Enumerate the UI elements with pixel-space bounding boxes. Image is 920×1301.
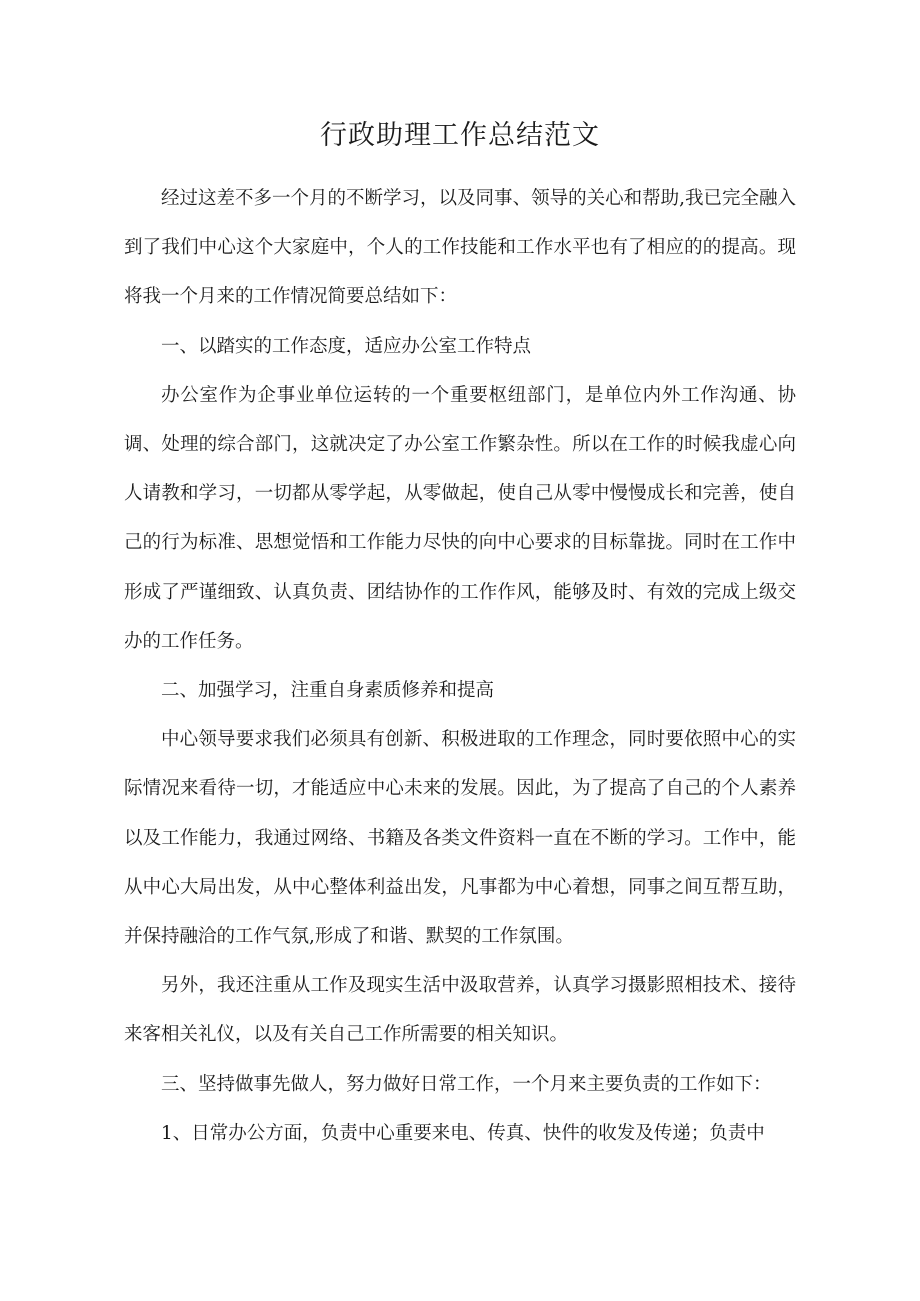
paragraph-section-1: 办公室作为企事业单位运转的一个重要枢纽部门，是单位内外工作沟通、协调、处理的综合部门，这就决定了办公室工作繁杂性。所以在工作的时候我虚心向人请教和学习，一切都从零学起，从零做起，使自己从零中慢慢成长和完善，使自己的行为标准、思想觉悟和工作能力尽快的向中心要求的目标靠拢。同时在工作中形成了严谨细致、认真负责、团结协作的工作作风，能够及时、有效的完成上级交办的工作任务。: [124, 384, 796, 652]
section-heading-1: 一、以踏实的工作态度，适应办公室工作特点: [161, 335, 532, 357]
paragraph-section-2: 中心领导要求我们必须具有创新、积极进取的工作理念，同时要依照中心的实际情况来看待一切，才能适应中心未来的发展。因此，为了提高了自己的个人素养以及工作能力，我通过网络、书籍及各类文件资料一直在不断的学习。工作中，能从中心大局出发，从中心整体利益出发，凡事都为中心着想，同事之间互帮互助，并保持融洽的工作气氛,形成了和谐、默契的工作氛围。: [124, 729, 796, 948]
paragraph-section-2-extra: 另外，我还注重从工作及现实生活中汲取营养，认真学习摄影照相技术、接待来客相关礼仪，以及有关自己工作所需要的相关知识。: [124, 975, 796, 1046]
document-title: 行政助理工作总结范文: [320, 120, 600, 151]
paragraph-item-1: 1、日常办公方面，负责中心重要来电、传真、快件的收发及传递；负责中: [161, 1122, 765, 1144]
paragraph-intro: 经过这差不多一个月的不断学习，以及同事、领导的关心和帮助,我已完全融入到了我们中心这个大家庭中，个人的工作技能和工作水平也有了相应的的提高。现将我一个月来的工作情况简要总结如下：: [124, 188, 796, 308]
section-heading-2: 二、加强学习，注重自身素质修养和提高: [161, 680, 495, 702]
document-body: [124, 174, 796, 1158]
section-heading-3: 三、坚持做事先做人，努力做好日常工作，一个月来主要负责的工作如下：: [161, 1073, 772, 1095]
